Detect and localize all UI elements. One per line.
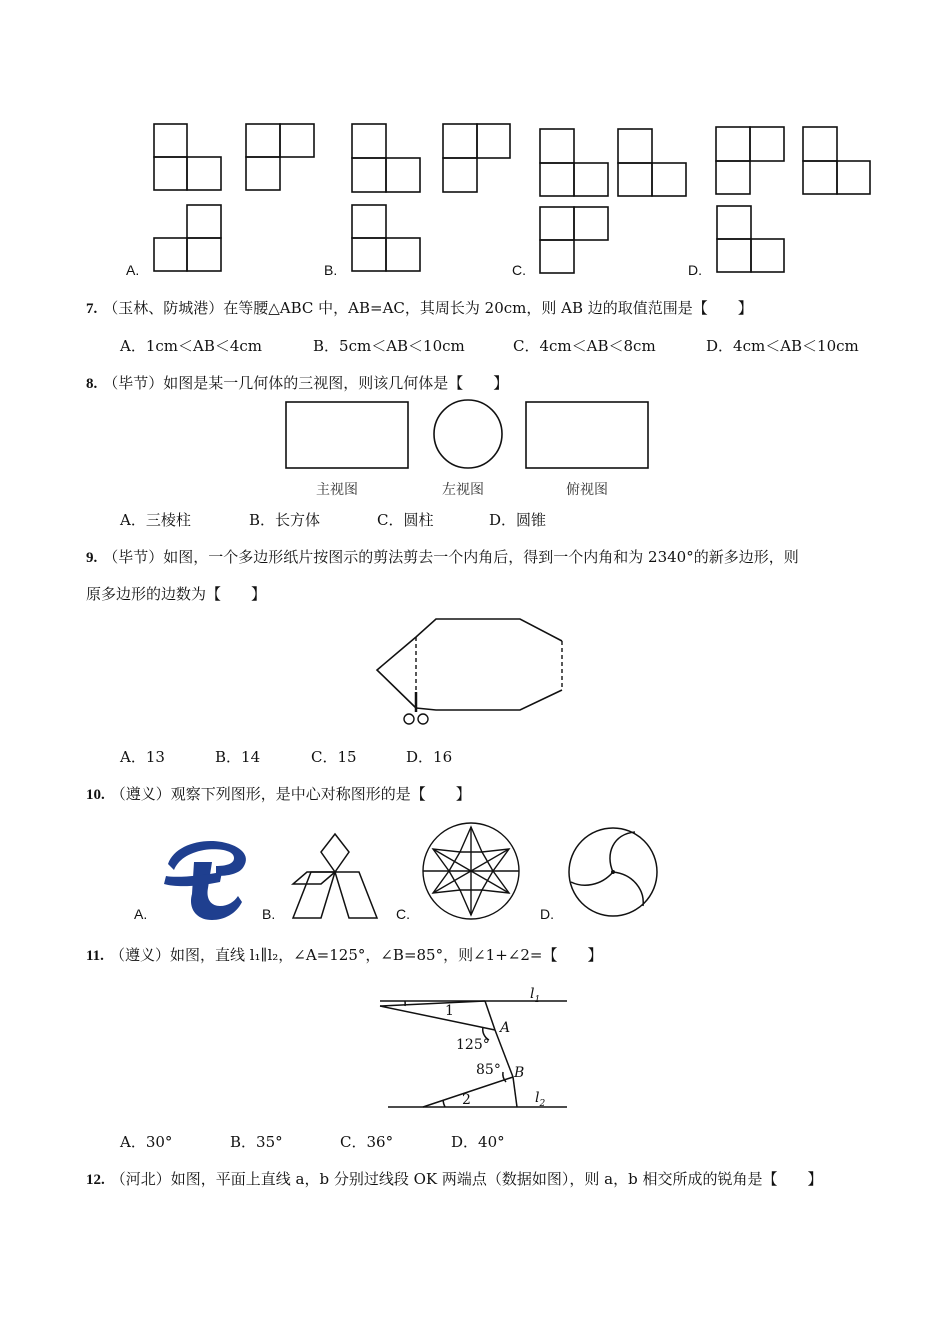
question-text: （毕节）如图，一个多边形纸片按图示的剪法剪去一个内角后，得到一个内角和为 2340°的新多边形，则 (103, 548, 799, 566)
q9-option-a[interactable]: A．13 (120, 748, 165, 766)
angle-2-label: 2 (462, 1092, 471, 1108)
q10-option-a-logo-figure (160, 836, 255, 924)
angle-1-label: 1 (445, 1003, 454, 1019)
side-view-circle (434, 400, 502, 468)
angle-b-value: 85° (476, 1062, 501, 1078)
q10-option-c-star-figure (420, 820, 522, 922)
question-11 (86, 944, 602, 965)
q9-option-b[interactable]: B．14 (215, 748, 261, 766)
l2-label: $l_2$ (535, 1090, 546, 1109)
q8-option-c[interactable]: C．圆柱 (377, 511, 434, 529)
question-number: 7. (86, 301, 98, 317)
q6-options-figure (120, 118, 890, 283)
q7-option-c[interactable]: C．4cm＜AB＜8cm (513, 337, 656, 355)
question-10 (86, 783, 471, 804)
angle-a-value: 125° (456, 1037, 490, 1053)
q8-option-d[interactable]: D．圆锥 (489, 511, 547, 529)
q7-option-d[interactable]: D．4cm＜AB＜10cm (706, 337, 859, 355)
q9-polygon-cut-figure (370, 612, 570, 732)
telecom-logo-icon (164, 841, 246, 920)
point-a-label: A (500, 1020, 511, 1036)
q10-option-b-label[interactable]: B. (262, 906, 276, 922)
q8-three-views-figure (280, 398, 660, 473)
q9-option-d[interactable]: D．16 (406, 748, 453, 766)
q10-option-d-label[interactable]: D. (540, 906, 554, 922)
question-text: 原多边形的边数为【 】 (86, 585, 267, 603)
point-b-label: B (514, 1065, 525, 1081)
top-view-caption: 俯视图 (566, 481, 608, 497)
question-number: 9. (86, 550, 98, 566)
q11-option-b[interactable]: B．35° (230, 1133, 283, 1151)
question-text: （遵义）如图，直线 l₁∥l₂，∠A=125°，∠B=85°，则∠1+∠2=【 】 (109, 946, 603, 964)
q6-option-b-label: B. (324, 262, 338, 278)
front-view-rect (286, 402, 408, 468)
q8-option-b[interactable]: B．长方体 (249, 511, 321, 529)
q6-option-c-label: C. (512, 262, 526, 278)
q11-option-c[interactable]: C．36° (340, 1133, 394, 1151)
question-text: （毕节）如图是某一几何体的三视图，则该几何体是【 】 (103, 374, 509, 392)
question-number: 11. (86, 948, 104, 964)
question-text: （遵义）观察下列图形，是中心对称图形的是【 】 (110, 785, 471, 803)
q10-option-c-label[interactable]: C. (396, 906, 410, 922)
q8-option-a[interactable]: A．三棱柱 (120, 511, 191, 529)
front-view-caption: 主视图 (316, 481, 358, 497)
question-9-line1 (86, 546, 799, 567)
question-number: 12. (86, 1172, 105, 1188)
l1-label: $l_1$ (530, 986, 541, 1005)
question-8 (86, 372, 508, 393)
question-7 (86, 297, 753, 318)
q10-option-b-rhombi-figure (285, 828, 385, 924)
q7-option-a[interactable]: A．1cm＜AB＜4cm (120, 337, 263, 355)
q11-option-d[interactable]: D．40° (451, 1133, 505, 1151)
q7-option-b[interactable]: B．5cm＜AB＜10cm (313, 337, 465, 355)
scissors-icon (404, 692, 428, 724)
side-view-caption: 左视图 (442, 481, 484, 497)
question-text: （河北）如图，平面上直线 a，b 分别过线段 OK 两端点（数据如图），则 a，b 相交所成的锐角是【 】 (110, 1170, 823, 1188)
q6-option-d-label: D. (688, 262, 702, 278)
question-number: 10. (86, 787, 105, 803)
q10-option-d-curve-figure (565, 824, 661, 920)
question-text: （玉林、防城港）在等腰△ABC 中，AB=AC，其周长为 20cm，则 AB 边的取值范围是【 】 (103, 299, 753, 317)
top-view-rect (526, 402, 648, 468)
question-9-line2 (86, 583, 266, 604)
q10-option-a-label[interactable]: A. (134, 906, 148, 922)
q6-option-a-label: A. (126, 262, 140, 278)
q9-option-c[interactable]: C．15 (311, 748, 357, 766)
question-12 (86, 1168, 822, 1189)
question-number: 8. (86, 376, 98, 392)
q11-option-a[interactable]: A．30° (120, 1133, 173, 1151)
